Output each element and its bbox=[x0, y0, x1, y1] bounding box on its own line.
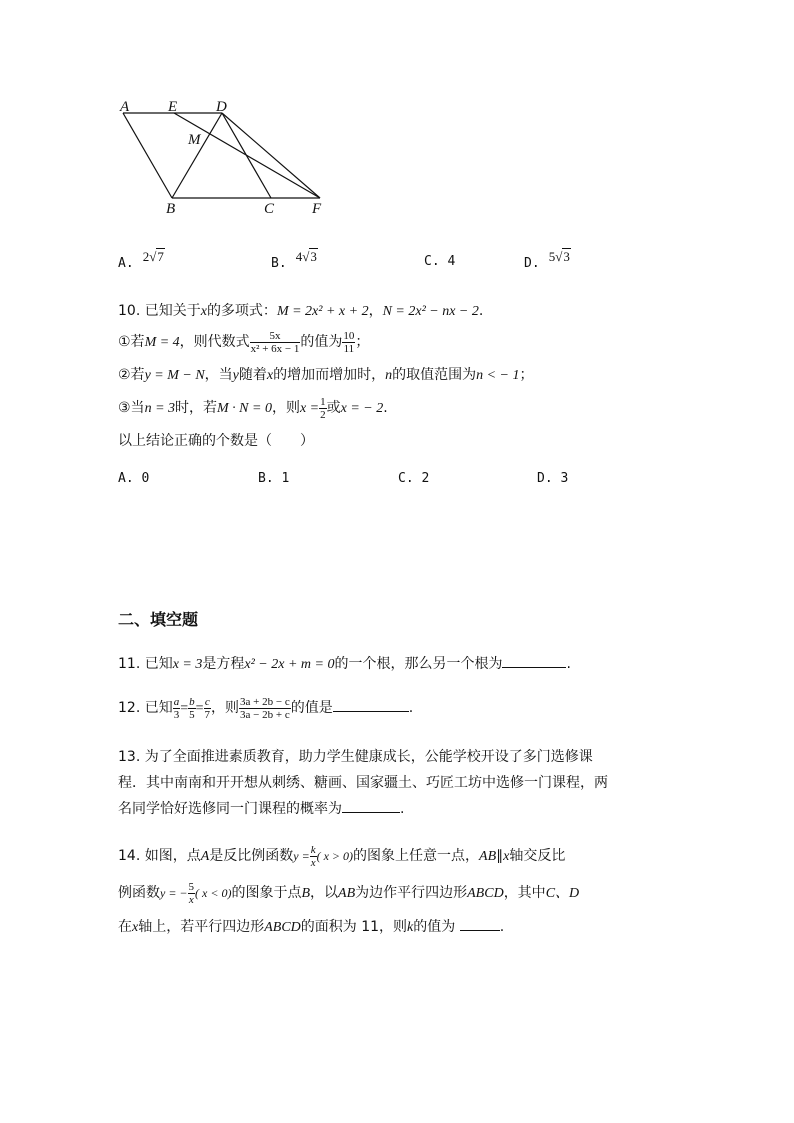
label-D: D bbox=[216, 99, 227, 115]
parallelogram-figure bbox=[110, 96, 340, 221]
q10-option-a: A. 0 bbox=[118, 471, 150, 486]
q9-option-d: D. $^{5√3}$ bbox=[524, 249, 570, 271]
section-heading: 二、填空题 bbox=[118, 610, 199, 629]
q9-option-a: A. $^{2√7}$ bbox=[118, 249, 164, 271]
label-M: M bbox=[188, 132, 201, 148]
segment-DF bbox=[222, 113, 320, 198]
label-F: F bbox=[312, 201, 322, 217]
q14-line-2: 例函数y = − $\frac{5}{x}$ ( x < 0)的图象于点B，以AB为边作平行四边形ABCD，其中C、D bbox=[118, 880, 580, 906]
q10-option-d: D. 3 bbox=[537, 471, 569, 486]
q13-line-1: 13. 为了全面推进素质教育，助力学生健康成长，公能学校开设了多门选修课 bbox=[118, 749, 593, 765]
q10-question: 以上结论正确的个数是（ ） bbox=[118, 433, 314, 449]
q13-line-3: 名同学恰好选修同一门课程的概率为 . bbox=[118, 801, 405, 817]
segment-EF bbox=[174, 113, 320, 198]
q10-option-c: C. 2 bbox=[398, 471, 430, 486]
q10-statement-1: ①若M = 4，则代数式 $\frac{5x}{\text{x² + 6x − 1}}$ 的值为 $\frac{10}{11}$ ； bbox=[118, 329, 370, 355]
answer-blank[interactable] bbox=[502, 655, 566, 668]
q11: 11. 已知x = 3是方程x² − 2x + m = 0的一个根，那么另一个根为 . bbox=[118, 656, 571, 672]
q14-line-1: 14. 如图，点A是反比例函数y = $\frac{k}{x}$ ( x > 0)的图象上任意一点，AB∥x轴交反比 bbox=[118, 843, 566, 869]
q12: 12. 已知 $\frac{a}{3}$ = $\frac{b}{5}$ = $\frac{c}{7}$ ，则 $\frac{3a + 2b - c}{3a - 2b + c}$ 的值是 . bbox=[118, 695, 414, 721]
q13-line-2: 程．其中南南和开开想从刺绣、糖画、国家疆土、巧匠工坊中选修一门课程，两 bbox=[118, 775, 608, 791]
answer-blank[interactable] bbox=[342, 800, 400, 813]
segment-AB bbox=[123, 113, 172, 198]
q9-option-c: C. 4 bbox=[424, 254, 456, 269]
q10-statement-2: ②若y = M − N，当y随着x的增加而增加时，n的取值范围为n < − 1； bbox=[118, 367, 534, 383]
q10-stem: 10. 已知关于x的多项式：M = 2x² + x + 2，N = 2x² − nx − 2. bbox=[118, 303, 484, 319]
label-A: A bbox=[120, 99, 130, 115]
q14-line-3: 在x轴上，若平行四边形ABCD的面积为 11，则k的值为 . bbox=[118, 919, 505, 935]
q10-option-b: B. 1 bbox=[258, 471, 290, 486]
q9-option-b: B. $^{4√3}$ bbox=[271, 249, 317, 271]
label-E: E bbox=[168, 99, 178, 115]
label-B: B bbox=[166, 201, 176, 217]
q10-statement-3: ③当n = 3时，若M · N = 0，则x = $\frac{1}{2}$ 或x = − 2. bbox=[118, 395, 388, 421]
answer-blank[interactable] bbox=[333, 699, 409, 712]
label-C: C bbox=[264, 201, 275, 217]
answer-blank[interactable] bbox=[460, 918, 500, 931]
